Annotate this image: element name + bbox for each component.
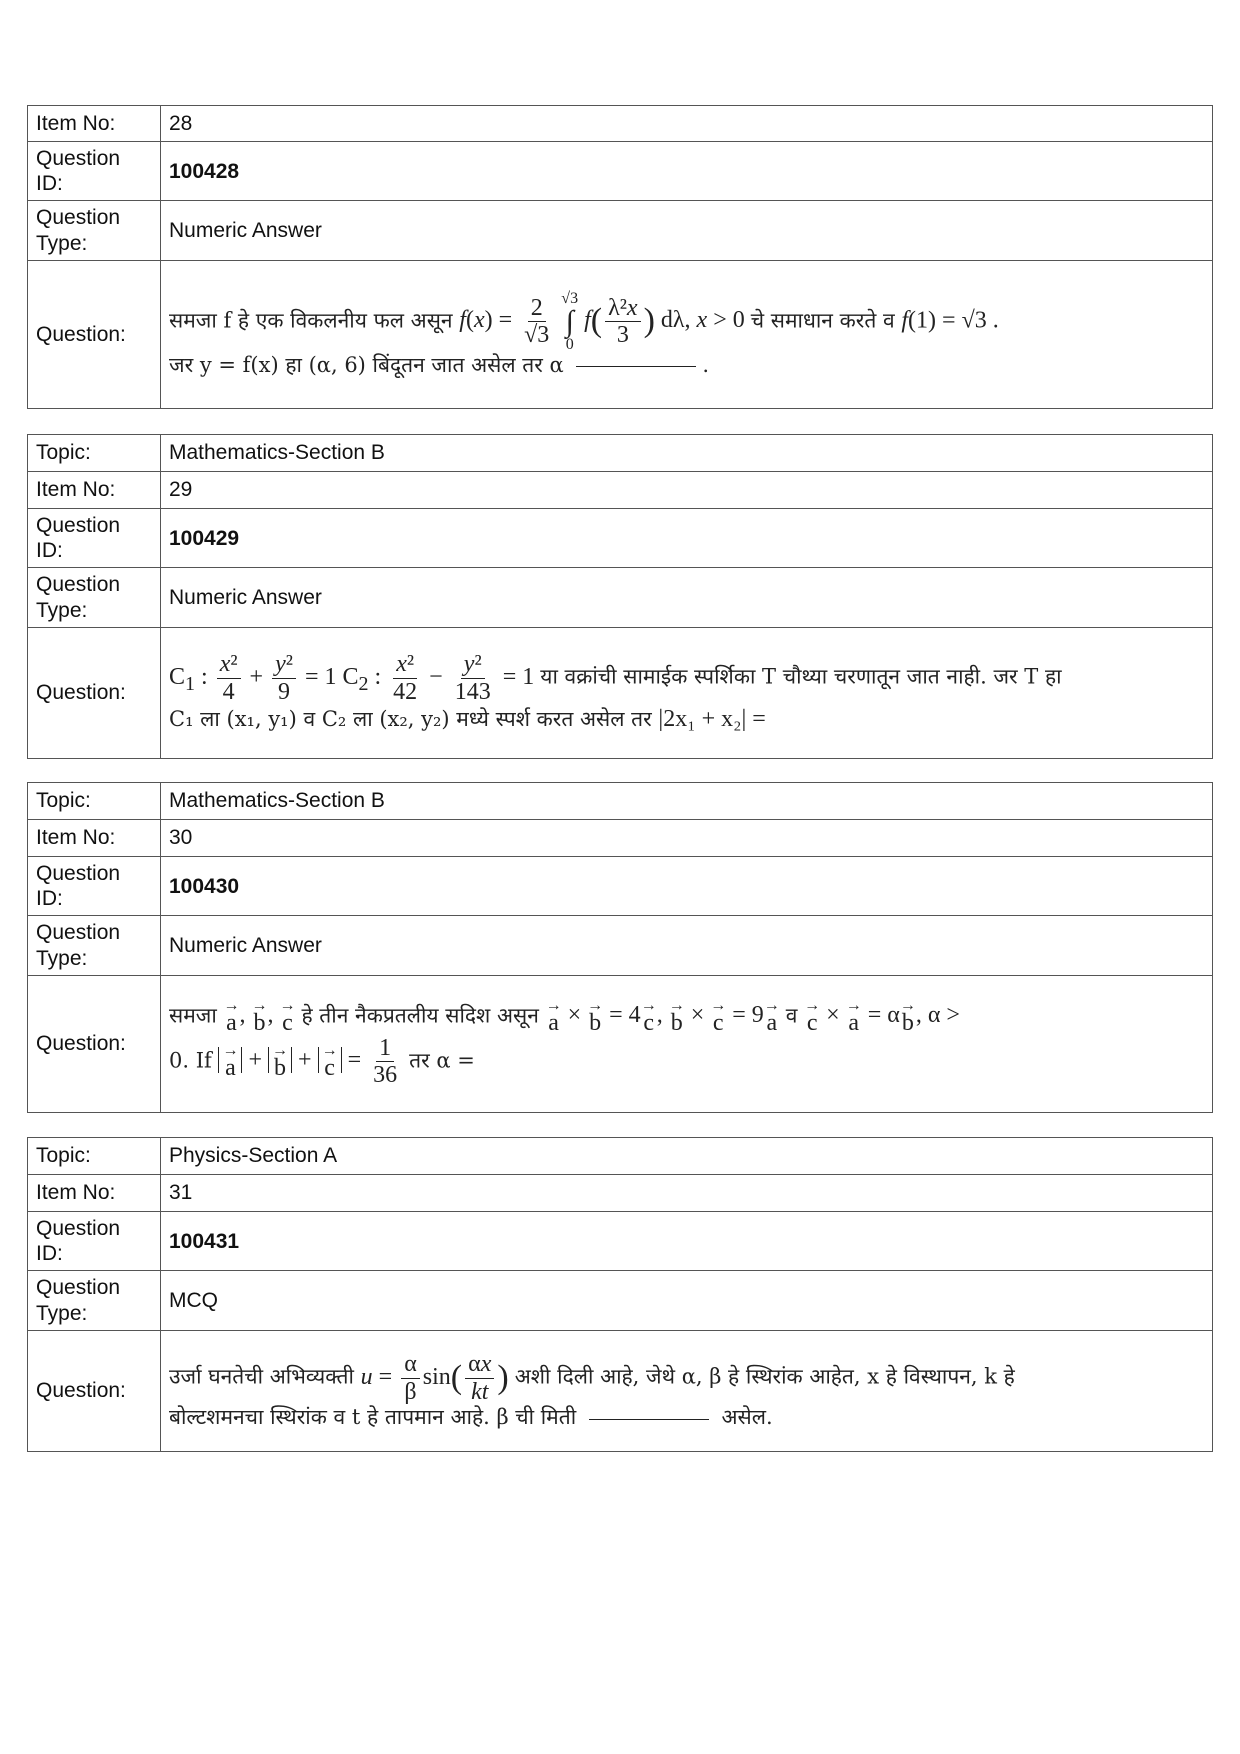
question-block-31 [27, 1137, 1213, 1452]
question-text: या वक्रांची सामाईक स्पर्शिका T चौथ्या चरणातून जात नाही. जर T हा [540, 664, 1062, 689]
question-text: तर α = [409, 1048, 475, 1073]
item-no-label: Item No: [28, 472, 161, 509]
question-label: Question: [28, 1330, 161, 1451]
topic-value: Mathematics-Section B [161, 783, 1213, 820]
question-type-label: Question Type: [28, 1271, 161, 1330]
item-no-value: 30 [161, 820, 1213, 857]
item-no-label: Item No: [28, 820, 161, 857]
question-id-value: 100428 [161, 142, 1213, 201]
question-label: Question: [28, 975, 161, 1112]
item-no-label: Item No: [28, 1175, 161, 1212]
topic-label: Topic: [28, 783, 161, 820]
question-id-value: 100429 [161, 509, 1213, 568]
question-type-label: Question Type: [28, 916, 161, 975]
question-type-label: Question Type: [28, 568, 161, 627]
question-formula: |2x₁ + x₂| = [658, 706, 766, 733]
item-no-value: 28 [161, 106, 1213, 142]
question-id-value: 100431 [161, 1212, 1213, 1271]
question-label: Question: [28, 260, 161, 408]
question-formula: $C_1$ : $\frac{\text{x²}}{4}$ + $\frac{\text{y²}}{9}$ = 1 $C_2$ : $\frac{\text{x²}}{42}$ − $\frac{\text{y²}}{143}$ = 1 [169, 651, 541, 705]
topic-label: Topic: [28, 435, 161, 472]
item-no-value: 31 [161, 1175, 1213, 1212]
question-body: समजा → a , → b , → c हे तीन नैकप्रतलीय सदिश असून → a × → b = 4 → c , → b × → c = 9 → a व → c × → a = α → b , α > 0. If → a + → b + → c = $\frac{1}{36}$ तर α = [161, 975, 1213, 1112]
question-formula: f(1) = √3 . [901, 307, 999, 334]
question-text: समजा [169, 1003, 217, 1028]
question-block-28 [27, 105, 1213, 409]
question-id-label: Question ID: [28, 509, 161, 568]
question-text: चे समाधान करते व [750, 308, 895, 333]
item-no-value: 29 [161, 472, 1213, 509]
answer-blank [589, 1418, 709, 1420]
question-body [161, 627, 1213, 758]
question-id-label: Question ID: [28, 1212, 161, 1271]
topic-value: Physics-Section A [161, 1138, 1213, 1175]
question-type-value: Numeric Answer [161, 201, 1213, 260]
answer-blank [576, 365, 696, 367]
question-text: उर्जा घनतेची अभिव्यक्ती [169, 1364, 354, 1389]
question-text: C₁ ला (x₁, y₁) व C₂ ला (x₂, y₂) मध्ये स्पर्श करत असेल तर [169, 707, 652, 732]
question-body: समजा f हे एक विकलनीय फल असून f(x) = $\frac{2}{√3}$ √3 ∫ 0 f( $\frac{\text{λ²x}}{3}$ ) dλ, x > 0 चे समाधान करते व f(1) = √3 . जर y = f(x) हा (α, 6) बिंदूतन जात असेल तर α . [161, 260, 1213, 408]
question-formula: u = $\frac{\alpha}{\beta}$ sin( $\frac{\alpha x}{kt}$ ) [360, 1351, 509, 1405]
question-id-label: Question ID: [28, 857, 161, 916]
question-text: अशी दिली आहे, जेथे α, β हे स्थिरांक आहेत, x हे विस्थापन, k हे [514, 1364, 1015, 1389]
question-block-29 [27, 434, 1213, 759]
question-text: हे तीन नैकप्रतलीय सदिश असून [301, 1003, 539, 1028]
question-text: असेल. [721, 1405, 773, 1430]
question-text: जर y = f(x) हा (α, 6) बिंदूतन जात असेल तर α [169, 352, 564, 377]
question-type-value: MCQ [161, 1271, 1213, 1330]
question-formula: → a × → b = 4 → c , → b × → c = 9 → a [545, 996, 780, 1037]
question-type-value: Numeric Answer [161, 568, 1213, 627]
item-no-label: Item No: [28, 106, 161, 142]
question-formula: → a + → b + → c = $\frac{1}{36}$ [218, 1047, 409, 1073]
question-type-label: Question Type: [28, 201, 161, 260]
question-id-label: Question ID: [28, 142, 161, 201]
question-type-value: Numeric Answer [161, 916, 1213, 975]
question-id-value: 100430 [161, 857, 1213, 916]
topic-value: Mathematics-Section B [161, 435, 1213, 472]
question-block-30 [27, 782, 1213, 1113]
question-formula: f(x) = $\frac{2}{√3}$ √3 ∫ 0 f( $\frac{\text{λ²x}}{3}$ ) dλ, x > 0 [459, 289, 751, 353]
question-text: 0. If [169, 1048, 212, 1073]
question-text: समजा f हे एक विकलनीय फल असून [169, 308, 453, 333]
question-text: बोल्टशमनचा स्थिरांक व t हे तापमान आहे. β ची मिती [169, 1405, 577, 1430]
question-formula: → a , → b , → c [223, 996, 296, 1037]
topic-label: Topic: [28, 1138, 161, 1175]
question-body [161, 1330, 1213, 1451]
question-formula: → c × → a = α → b , α > [804, 996, 960, 1037]
question-label: Question: [28, 627, 161, 758]
